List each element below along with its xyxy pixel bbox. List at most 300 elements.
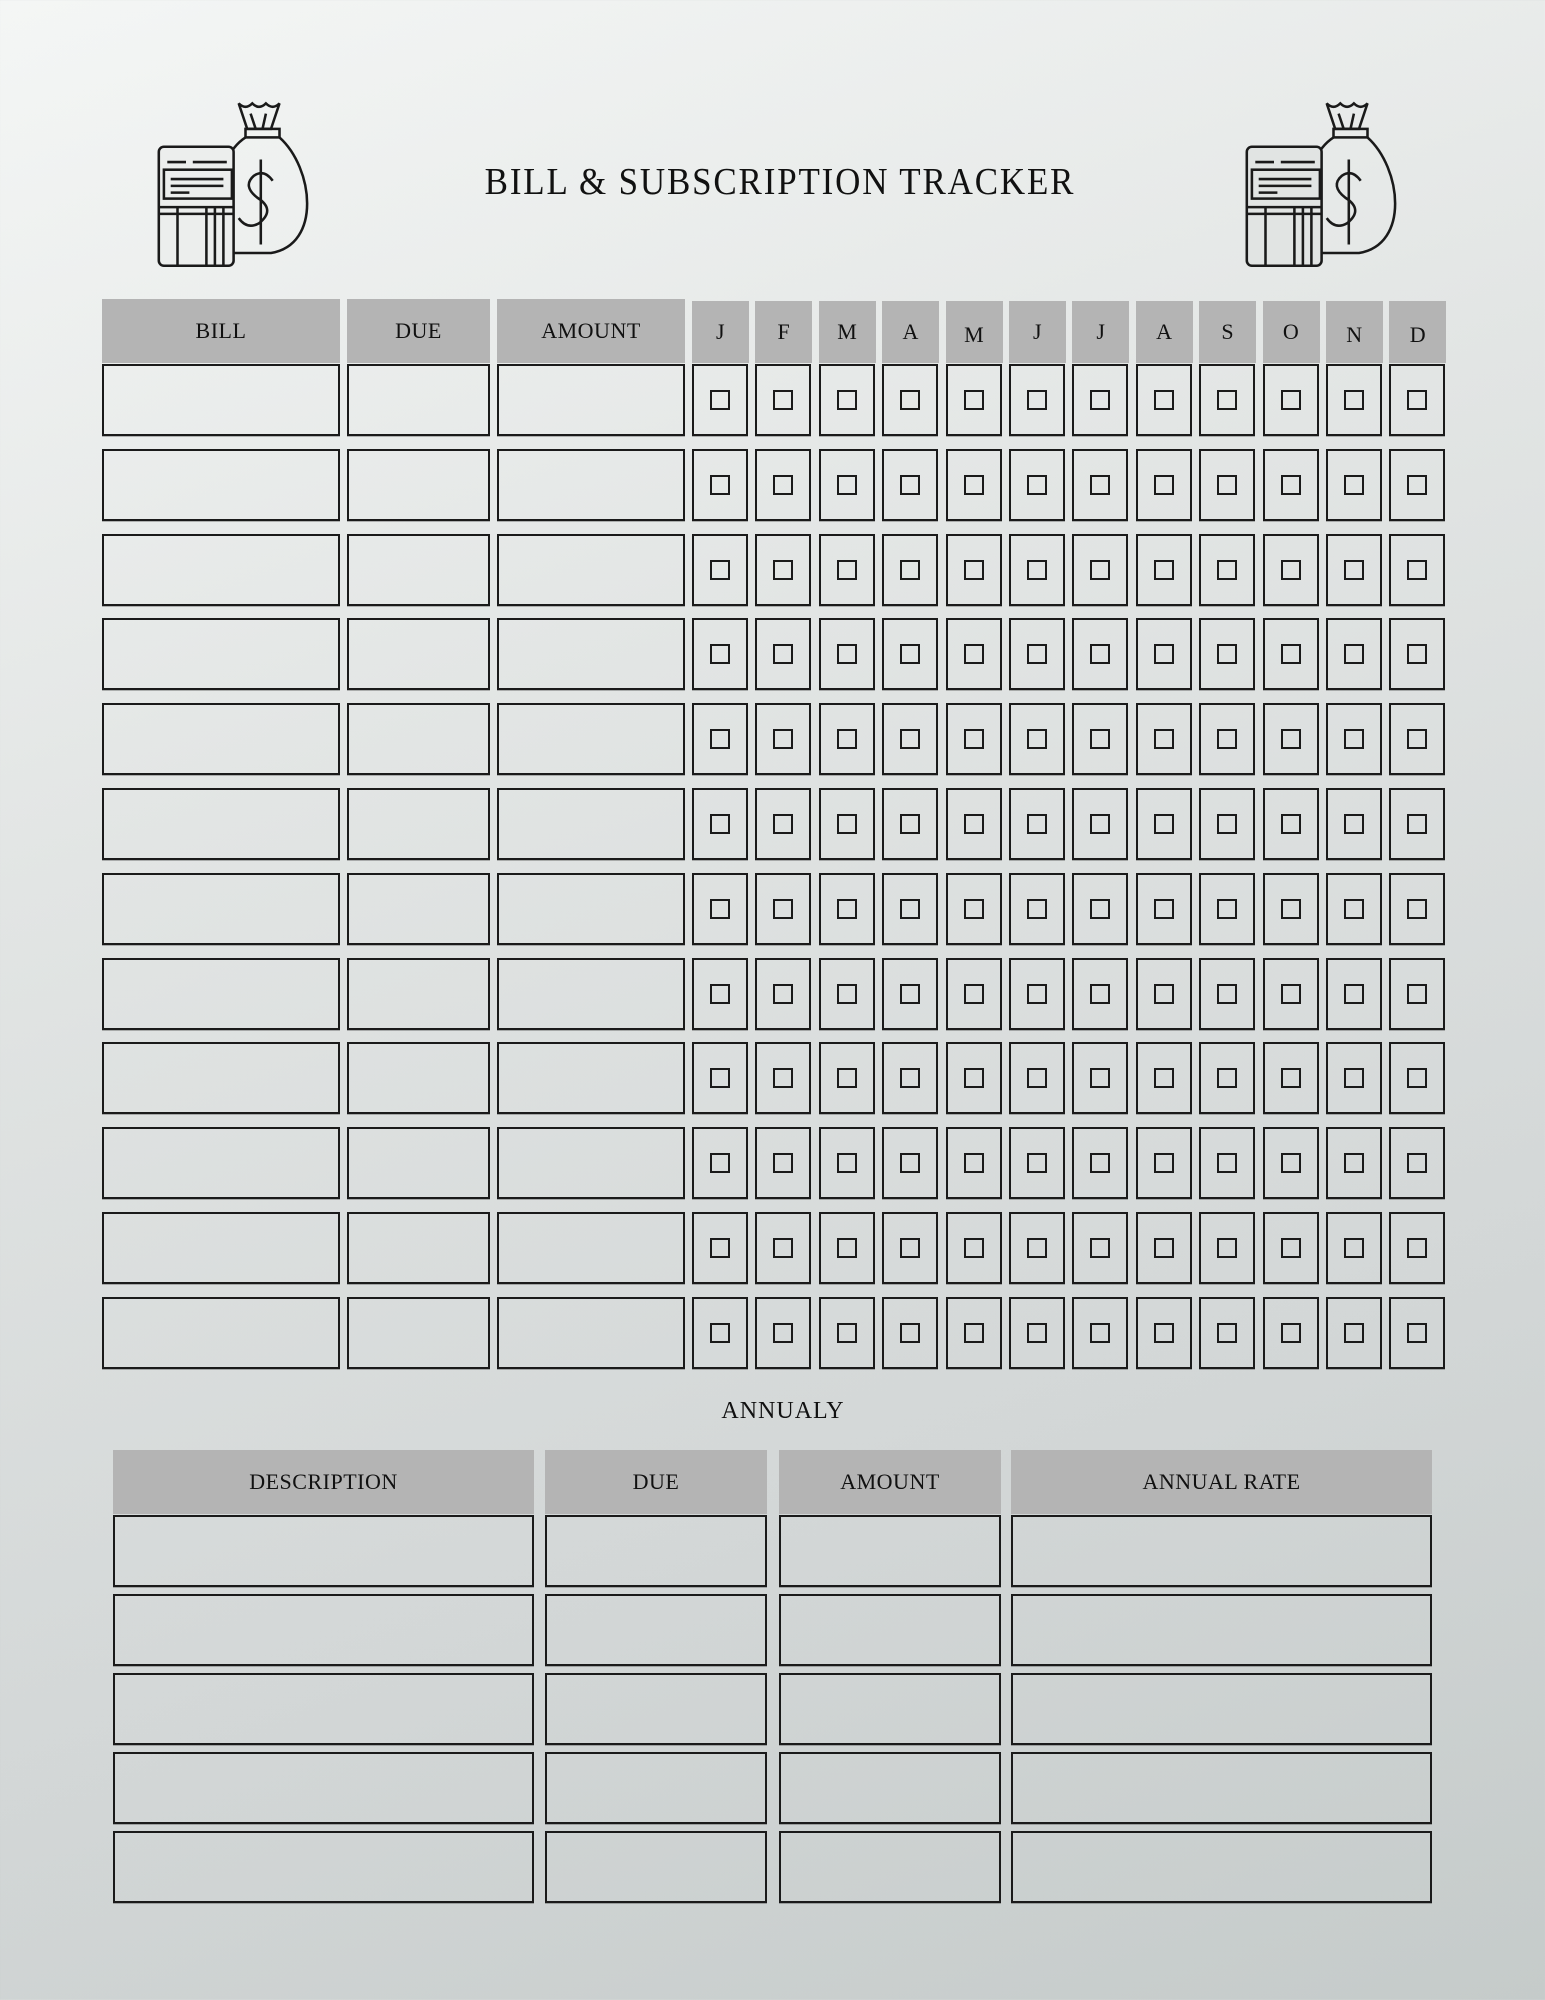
month-cell — [1389, 1042, 1445, 1114]
month-cell — [692, 1127, 748, 1199]
paid-checkbox[interactable] — [1407, 1153, 1427, 1173]
paid-checkbox[interactable] — [1281, 984, 1301, 1004]
annual-description-input[interactable] — [113, 1515, 534, 1587]
paid-checkbox[interactable] — [1407, 390, 1427, 410]
month-cell — [1072, 1127, 1128, 1199]
paid-checkbox[interactable] — [1344, 560, 1364, 580]
header-month-6: J — [1072, 301, 1129, 363]
amount-input[interactable] — [497, 1127, 685, 1199]
month-cell — [1072, 618, 1128, 690]
bill-input[interactable] — [102, 1042, 340, 1114]
bill-input[interactable] — [102, 534, 340, 606]
due-input[interactable] — [347, 788, 490, 860]
month-cell — [1199, 449, 1255, 521]
paid-checkbox[interactable] — [1217, 1323, 1237, 1343]
paid-checkbox[interactable] — [837, 1323, 857, 1343]
paid-checkbox[interactable] — [710, 1238, 730, 1258]
month-cell — [946, 449, 1002, 521]
paid-checkbox[interactable] — [964, 984, 984, 1004]
paid-checkbox[interactable] — [1217, 1153, 1237, 1173]
month-cell — [1009, 958, 1065, 1030]
month-cell — [819, 364, 875, 436]
paid-checkbox[interactable] — [964, 1068, 984, 1088]
paid-checkbox[interactable] — [1090, 644, 1110, 664]
month-cell — [1389, 364, 1445, 436]
paid-checkbox[interactable] — [1154, 814, 1174, 834]
month-cell — [1389, 618, 1445, 690]
month-cell — [1199, 703, 1255, 775]
paid-checkbox[interactable] — [1154, 390, 1174, 410]
paid-checkbox[interactable] — [837, 1238, 857, 1258]
month-cell — [692, 703, 748, 775]
amount-input[interactable] — [497, 618, 685, 690]
paid-checkbox[interactable] — [1090, 475, 1110, 495]
paid-checkbox[interactable] — [1027, 729, 1047, 749]
month-cell — [755, 1212, 811, 1284]
month-cell — [1389, 1297, 1445, 1369]
annual-due-input[interactable] — [545, 1594, 767, 1666]
paid-checkbox[interactable] — [773, 1238, 793, 1258]
bill-input[interactable] — [102, 1212, 340, 1284]
paid-checkbox[interactable] — [1090, 984, 1110, 1004]
month-cell — [1263, 1212, 1319, 1284]
annual-annual-rate-input[interactable] — [1011, 1831, 1432, 1903]
month-cell — [1136, 1042, 1192, 1114]
paid-checkbox[interactable] — [964, 560, 984, 580]
month-cell — [1263, 1127, 1319, 1199]
paid-checkbox[interactable] — [1344, 475, 1364, 495]
month-cell — [1263, 958, 1319, 1030]
paid-checkbox[interactable] — [1217, 1238, 1237, 1258]
paid-checkbox[interactable] — [773, 644, 793, 664]
paid-checkbox[interactable] — [1027, 1153, 1047, 1173]
header-month-5: J — [1009, 301, 1066, 363]
due-input[interactable] — [347, 364, 490, 436]
annual-description-input[interactable] — [113, 1594, 534, 1666]
paid-checkbox[interactable] — [1090, 1323, 1110, 1343]
month-cell — [1136, 1127, 1192, 1199]
paid-checkbox[interactable] — [1027, 814, 1047, 834]
month-cell — [1136, 449, 1192, 521]
month-cell — [1199, 618, 1255, 690]
paid-checkbox[interactable] — [1407, 560, 1427, 580]
paid-checkbox[interactable] — [1344, 899, 1364, 919]
paid-checkbox[interactable] — [900, 814, 920, 834]
paid-checkbox[interactable] — [900, 984, 920, 1004]
paid-checkbox[interactable] — [1407, 984, 1427, 1004]
paid-checkbox[interactable] — [710, 1153, 730, 1173]
month-cell — [755, 703, 811, 775]
page-title: BILL & SUBSCRIPTION TRACKER — [484, 161, 1076, 203]
paid-checkbox[interactable] — [964, 814, 984, 834]
month-cell — [1009, 534, 1065, 606]
due-input[interactable] — [347, 1212, 490, 1284]
month-cell — [1009, 449, 1065, 521]
month-cell — [946, 1212, 1002, 1284]
paid-checkbox[interactable] — [773, 390, 793, 410]
annual-due-input[interactable] — [545, 1673, 767, 1745]
month-cell — [1136, 703, 1192, 775]
paid-checkbox[interactable] — [1281, 814, 1301, 834]
paid-checkbox[interactable] — [1027, 1323, 1047, 1343]
paid-checkbox[interactable] — [1281, 475, 1301, 495]
month-cell — [692, 1212, 748, 1284]
annual-annual-rate-input[interactable] — [1011, 1673, 1432, 1745]
month-cell — [1326, 534, 1382, 606]
annual-amount-input[interactable] — [779, 1752, 1001, 1824]
due-input[interactable] — [347, 703, 490, 775]
annual-due-input[interactable] — [545, 1831, 767, 1903]
paid-checkbox[interactable] — [1344, 814, 1364, 834]
paid-checkbox[interactable] — [1027, 390, 1047, 410]
annual-header-description: DESCRIPTION — [113, 1450, 534, 1514]
paid-checkbox[interactable] — [837, 899, 857, 919]
amount-input[interactable] — [497, 703, 685, 775]
month-cell — [819, 1042, 875, 1114]
month-cell — [692, 873, 748, 945]
month-cell — [819, 958, 875, 1030]
month-cell — [1136, 873, 1192, 945]
paid-checkbox[interactable] — [1344, 984, 1364, 1004]
month-cell — [1199, 364, 1255, 436]
month-cell — [819, 618, 875, 690]
month-cell — [1263, 703, 1319, 775]
paid-checkbox[interactable] — [1090, 1153, 1110, 1173]
paid-checkbox[interactable] — [1027, 984, 1047, 1004]
due-input[interactable] — [347, 958, 490, 1030]
month-cell — [819, 873, 875, 945]
paid-checkbox[interactable] — [710, 1323, 730, 1343]
paid-checkbox[interactable] — [710, 644, 730, 664]
month-cell — [1389, 788, 1445, 860]
paid-checkbox[interactable] — [837, 644, 857, 664]
header-bill: BILL — [102, 299, 340, 363]
month-cell — [1072, 1042, 1128, 1114]
month-cell — [692, 1042, 748, 1114]
paid-checkbox[interactable] — [1154, 644, 1174, 664]
paid-checkbox[interactable] — [900, 729, 920, 749]
paid-checkbox[interactable] — [837, 729, 857, 749]
bill-input[interactable] — [102, 703, 340, 775]
month-cell — [1199, 1127, 1255, 1199]
paid-checkbox[interactable] — [1407, 729, 1427, 749]
paid-checkbox[interactable] — [837, 814, 857, 834]
paid-checkbox[interactable] — [900, 475, 920, 495]
month-cell — [1263, 618, 1319, 690]
month-cell — [755, 958, 811, 1030]
paid-checkbox[interactable] — [1281, 1323, 1301, 1343]
month-cell — [1009, 364, 1065, 436]
paid-checkbox[interactable] — [773, 1323, 793, 1343]
paid-checkbox[interactable] — [1407, 644, 1427, 664]
paid-checkbox[interactable] — [1407, 899, 1427, 919]
month-cell — [946, 1297, 1002, 1369]
paid-checkbox[interactable] — [1281, 1153, 1301, 1173]
paid-checkbox[interactable] — [773, 1068, 793, 1088]
month-cell — [946, 534, 1002, 606]
paid-checkbox[interactable] — [1027, 1068, 1047, 1088]
month-cell — [1199, 1297, 1255, 1369]
month-cell — [1263, 1297, 1319, 1369]
bill-input[interactable] — [102, 1297, 340, 1369]
month-cell — [946, 1042, 1002, 1114]
paid-checkbox[interactable] — [1281, 390, 1301, 410]
paid-checkbox[interactable] — [1407, 1323, 1427, 1343]
due-input[interactable] — [347, 449, 490, 521]
paid-checkbox[interactable] — [710, 560, 730, 580]
month-cell — [1009, 873, 1065, 945]
paid-checkbox[interactable] — [1217, 899, 1237, 919]
paid-checkbox[interactable] — [773, 560, 793, 580]
paid-checkbox[interactable] — [710, 390, 730, 410]
paid-checkbox[interactable] — [1407, 1068, 1427, 1088]
month-cell — [819, 788, 875, 860]
paid-checkbox[interactable] — [1281, 644, 1301, 664]
annual-annual-rate-input[interactable] — [1011, 1752, 1432, 1824]
paid-checkbox[interactable] — [1090, 1238, 1110, 1258]
paid-checkbox[interactable] — [1217, 475, 1237, 495]
month-cell — [1326, 1212, 1382, 1284]
paid-checkbox[interactable] — [1344, 644, 1364, 664]
paid-checkbox[interactable] — [964, 1238, 984, 1258]
month-cell — [819, 1127, 875, 1199]
annual-annual-rate-input[interactable] — [1011, 1515, 1432, 1587]
month-cell — [1136, 958, 1192, 1030]
paid-checkbox[interactable] — [900, 390, 920, 410]
paid-checkbox[interactable] — [1281, 1068, 1301, 1088]
bill-input[interactable] — [102, 618, 340, 690]
paid-checkbox[interactable] — [1090, 729, 1110, 749]
annual-header-amount: AMOUNT — [779, 1450, 1001, 1514]
paid-checkbox[interactable] — [1217, 644, 1237, 664]
amount-input[interactable] — [497, 958, 685, 1030]
paid-checkbox[interactable] — [710, 984, 730, 1004]
due-input[interactable] — [347, 1297, 490, 1369]
paid-checkbox[interactable] — [964, 1323, 984, 1343]
annual-amount-input[interactable] — [779, 1673, 1001, 1745]
due-input[interactable] — [347, 1127, 490, 1199]
amount-input[interactable] — [497, 1212, 685, 1284]
paid-checkbox[interactable] — [1281, 729, 1301, 749]
paid-checkbox[interactable] — [1154, 560, 1174, 580]
paid-checkbox[interactable] — [837, 390, 857, 410]
amount-input[interactable] — [497, 788, 685, 860]
paid-checkbox[interactable] — [1027, 1238, 1047, 1258]
month-cell — [1072, 1212, 1128, 1284]
bill-input[interactable] — [102, 958, 340, 1030]
paid-checkbox[interactable] — [1090, 814, 1110, 834]
month-cell — [1136, 1212, 1192, 1284]
annual-amount-input[interactable] — [779, 1515, 1001, 1587]
paid-checkbox[interactable] — [1407, 475, 1427, 495]
month-cell — [1263, 873, 1319, 945]
paid-checkbox[interactable] — [1154, 475, 1174, 495]
paid-checkbox[interactable] — [773, 814, 793, 834]
paid-checkbox[interactable] — [1090, 390, 1110, 410]
paid-checkbox[interactable] — [900, 1238, 920, 1258]
month-cell — [819, 1212, 875, 1284]
amount-input[interactable] — [497, 449, 685, 521]
annual-due-input[interactable] — [545, 1752, 767, 1824]
paid-checkbox[interactable] — [964, 475, 984, 495]
paid-checkbox[interactable] — [1217, 984, 1237, 1004]
header-amount: AMOUNT — [497, 299, 685, 363]
month-cell — [1199, 873, 1255, 945]
month-cell — [1136, 364, 1192, 436]
paid-checkbox[interactable] — [1217, 729, 1237, 749]
month-cell — [1389, 873, 1445, 945]
paid-checkbox[interactable] — [1344, 729, 1364, 749]
paid-checkbox[interactable] — [1154, 729, 1174, 749]
paid-checkbox[interactable] — [1407, 814, 1427, 834]
month-cell — [946, 703, 1002, 775]
month-cell — [1326, 1127, 1382, 1199]
paid-checkbox[interactable] — [710, 475, 730, 495]
month-cell — [1263, 534, 1319, 606]
month-cell — [882, 958, 938, 1030]
paid-checkbox[interactable] — [1344, 1323, 1364, 1343]
month-cell — [946, 1127, 1002, 1199]
paid-checkbox[interactable] — [900, 1323, 920, 1343]
paid-checkbox[interactable] — [710, 1068, 730, 1088]
paid-checkbox[interactable] — [1281, 1238, 1301, 1258]
paid-checkbox[interactable] — [1154, 1153, 1174, 1173]
month-cell — [1072, 703, 1128, 775]
bill-input[interactable] — [102, 1127, 340, 1199]
month-cell — [882, 534, 938, 606]
month-cell — [946, 958, 1002, 1030]
month-cell — [882, 703, 938, 775]
amount-input[interactable] — [497, 1042, 685, 1114]
header-month-11: D — [1389, 301, 1446, 363]
paid-checkbox[interactable] — [964, 644, 984, 664]
paid-checkbox[interactable] — [1090, 560, 1110, 580]
month-cell — [1072, 449, 1128, 521]
header-month-4: M — [946, 301, 1003, 363]
month-cell — [692, 618, 748, 690]
annual-amount-input[interactable] — [779, 1831, 1001, 1903]
month-cell — [692, 534, 748, 606]
month-cell — [1009, 1042, 1065, 1114]
paid-checkbox[interactable] — [1027, 560, 1047, 580]
month-cell — [1326, 958, 1382, 1030]
paid-checkbox[interactable] — [773, 984, 793, 1004]
amount-input[interactable] — [497, 534, 685, 606]
paid-checkbox[interactable] — [837, 1068, 857, 1088]
paid-checkbox[interactable] — [1281, 560, 1301, 580]
paid-checkbox[interactable] — [1154, 1238, 1174, 1258]
paid-checkbox[interactable] — [837, 560, 857, 580]
paid-checkbox[interactable] — [1344, 1153, 1364, 1173]
month-cell — [1199, 958, 1255, 1030]
paid-checkbox[interactable] — [773, 475, 793, 495]
paid-checkbox[interactable] — [1090, 899, 1110, 919]
paid-checkbox[interactable] — [710, 899, 730, 919]
month-cell — [1136, 1297, 1192, 1369]
annual-due-input[interactable] — [545, 1515, 767, 1587]
month-cell — [1136, 788, 1192, 860]
paid-checkbox[interactable] — [1217, 814, 1237, 834]
paid-checkbox[interactable] — [773, 729, 793, 749]
paid-checkbox[interactable] — [900, 644, 920, 664]
paid-checkbox[interactable] — [773, 1153, 793, 1173]
paid-checkbox[interactable] — [964, 899, 984, 919]
due-input[interactable] — [347, 534, 490, 606]
month-cell — [692, 958, 748, 1030]
paid-checkbox[interactable] — [1027, 644, 1047, 664]
month-cell — [1199, 788, 1255, 860]
paid-checkbox[interactable] — [1154, 1068, 1174, 1088]
paid-checkbox[interactable] — [1154, 1323, 1174, 1343]
amount-input[interactable] — [497, 1297, 685, 1369]
annual-description-input[interactable] — [113, 1673, 534, 1745]
paid-checkbox[interactable] — [710, 814, 730, 834]
paid-checkbox[interactable] — [837, 984, 857, 1004]
paid-checkbox[interactable] — [1281, 899, 1301, 919]
annual-annual-rate-input[interactable] — [1011, 1594, 1432, 1666]
paid-checkbox[interactable] — [1407, 1238, 1427, 1258]
paid-checkbox[interactable] — [837, 1153, 857, 1173]
paid-checkbox[interactable] — [900, 899, 920, 919]
due-input[interactable] — [347, 873, 490, 945]
paid-checkbox[interactable] — [1344, 1068, 1364, 1088]
month-cell — [755, 618, 811, 690]
paid-checkbox[interactable] — [1027, 475, 1047, 495]
paid-checkbox[interactable] — [900, 1153, 920, 1173]
bill-input[interactable] — [102, 449, 340, 521]
annual-description-input[interactable] — [113, 1831, 534, 1903]
month-cell — [1389, 1127, 1445, 1199]
month-cell — [1389, 1212, 1445, 1284]
due-input[interactable] — [347, 618, 490, 690]
paid-checkbox[interactable] — [900, 560, 920, 580]
paid-checkbox[interactable] — [964, 390, 984, 410]
paid-checkbox[interactable] — [1154, 899, 1174, 919]
paid-checkbox[interactable] — [837, 475, 857, 495]
month-cell — [946, 788, 1002, 860]
paid-checkbox[interactable] — [964, 729, 984, 749]
paid-checkbox[interactable] — [964, 1153, 984, 1173]
month-cell — [1263, 449, 1319, 521]
bill-input[interactable] — [102, 788, 340, 860]
paid-checkbox[interactable] — [900, 1068, 920, 1088]
month-cell — [1199, 534, 1255, 606]
bill-input[interactable] — [102, 364, 340, 436]
month-cell — [692, 788, 748, 860]
paid-checkbox[interactable] — [1344, 390, 1364, 410]
annual-description-input[interactable] — [113, 1752, 534, 1824]
paid-checkbox[interactable] — [1344, 1238, 1364, 1258]
paid-checkbox[interactable] — [1090, 1068, 1110, 1088]
amount-input[interactable] — [497, 873, 685, 945]
bill-input[interactable] — [102, 873, 340, 945]
paid-checkbox[interactable] — [1217, 560, 1237, 580]
month-cell — [882, 788, 938, 860]
amount-input[interactable] — [497, 364, 685, 436]
month-cell — [1389, 703, 1445, 775]
month-cell — [1136, 618, 1192, 690]
month-cell — [882, 1042, 938, 1114]
paid-checkbox[interactable] — [1217, 1068, 1237, 1088]
paid-checkbox[interactable] — [710, 729, 730, 749]
paid-checkbox[interactable] — [773, 899, 793, 919]
paid-checkbox[interactable] — [1154, 984, 1174, 1004]
paid-checkbox[interactable] — [1217, 390, 1237, 410]
month-cell — [882, 1127, 938, 1199]
annual-amount-input[interactable] — [779, 1594, 1001, 1666]
paid-checkbox[interactable] — [1027, 899, 1047, 919]
due-input[interactable] — [347, 1042, 490, 1114]
